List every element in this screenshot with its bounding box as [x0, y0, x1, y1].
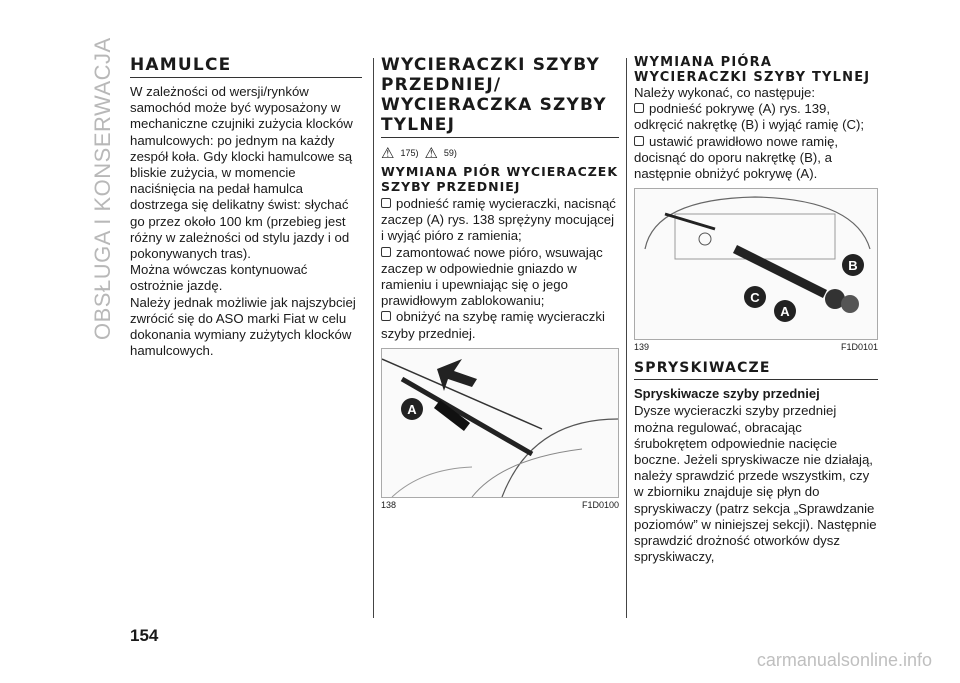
paragraph: W zależności od wersji/rynków samochód może być wyposażony w mechaniczne czujniki zużycia klocków hamulcowych: po jednym na każdy zespół koła. Gdy klocki hamulcowe są bliskie zużycia, w momencie naciśnięcia na pedał hamulca dostrzega się delikatny świst: słychać go przez około 100 km (przebieg jest różny w zależności od stylu jazdy i od pokonywanych tras). — [130, 84, 353, 262]
brakes-section — [130, 55, 362, 359]
title-rule — [634, 379, 878, 380]
warning-ref: 175) — [400, 148, 419, 158]
figure-code: F1D0101 — [840, 342, 878, 353]
list-item: obniżyć na szybę ramię wycieraczki szyby przedniej. — [381, 309, 619, 341]
rear-wiper-section — [634, 55, 878, 565]
paragraph: Można wówczas kontynuować ostrożnie jazdę. — [130, 262, 308, 294]
rear-wiper-illustration — [635, 189, 877, 339]
rear-wiper-title: WYMIANA PIÓRA WYCIERACZKI SZYBY TYLNEJ — [634, 55, 871, 85]
figure-number: 138 — [381, 499, 397, 510]
figure-number: 139 — [634, 342, 650, 353]
wipers-title: WYCIERACZKI SZYBY PRZEDNIEJ/ WYCIERACZKA SZYBY TYLNEJ — [381, 55, 607, 135]
figure-138 — [381, 348, 619, 498]
figure-139 — [634, 188, 878, 340]
wipers-section — [381, 55, 619, 510]
page-number: 154 — [130, 626, 159, 645]
section-side-tab — [82, 37, 118, 340]
column-divider — [373, 58, 374, 618]
list-item: podnieść pokrywę (A) rys. 139, odkręcić nakrętkę (B) i wyjąć ramię (C); — [634, 101, 878, 133]
callout-a: A — [780, 304, 790, 320]
brakes-title: HAMULCE — [130, 55, 232, 75]
warnings-row — [381, 144, 619, 162]
callout-c: C — [750, 290, 760, 306]
title-rule — [130, 77, 362, 78]
caution-triangle-icon: ⚠ — [424, 145, 438, 162]
paragraph: Należy jednak możliwie jak najszybciej zwrócić się do ASO marki Fiat w celu dokonania wymiany zużytych klocków hamulcowych. — [130, 294, 356, 359]
list-item: podnieść ramię wycieraczki, nacisnąć zaczep (A) rys. 138 sprężyny mocującej i wyjąć pióro z ramienia; — [381, 196, 619, 245]
front-wiper-illustration — [382, 349, 618, 497]
callout-b: B — [848, 258, 858, 274]
figure-caption — [381, 500, 619, 510]
warning-triangle-icon: ⚠ — [381, 145, 395, 162]
warning-ref: 59) — [443, 148, 457, 158]
figure-caption — [634, 342, 878, 352]
title-rule — [381, 137, 619, 138]
washers-title: SPRYSKIWACZE — [634, 360, 771, 377]
front-blade-subtitle: WYMIANA PIÓR WYCIERACZEK SZYBY PRZEDNIEJ — [381, 164, 619, 194]
paragraph: Dysze wycieraczki szyby przedniej można regulować, obracając śrubokrętem odpowiednie nacięcie boczne. Jeżeli spryskiwacze nie działają, należy sprawdzić przede wszystkim, czy w zbiorniku znajduje się płyn do spryskiwaczy (patrz sekcja „Sprawdzanie poziomów” w niniejszej sekcji). Następnie sprawdzić drożność otworków dysz spryskiwaczy, — [634, 403, 877, 565]
section-side-tab-label: OBSŁUGA I KONSERWACJA — [90, 37, 115, 340]
intro-text: Należy wykonać, co następuje: — [634, 85, 816, 100]
washers-subtitle: Spryskiwacze szyby przedniej — [634, 386, 820, 402]
column-divider — [626, 58, 627, 618]
watermark: carmanualsonline.info — [756, 650, 932, 670]
list-item: zamontować nowe pióro, wsuwając zaczep w odpowiednie gniazdo w ramieniu i upewniając się o jego prawidłowym zablokowaniu; — [381, 245, 619, 310]
callout-a: A — [407, 401, 417, 417]
list-item: ustawić prawidłowo nowe ramię, docisnąć do oporu nakrętkę (B), a następnie obniżyć pokrywę (A). — [634, 134, 878, 183]
figure-code: F1D0100 — [581, 499, 619, 510]
